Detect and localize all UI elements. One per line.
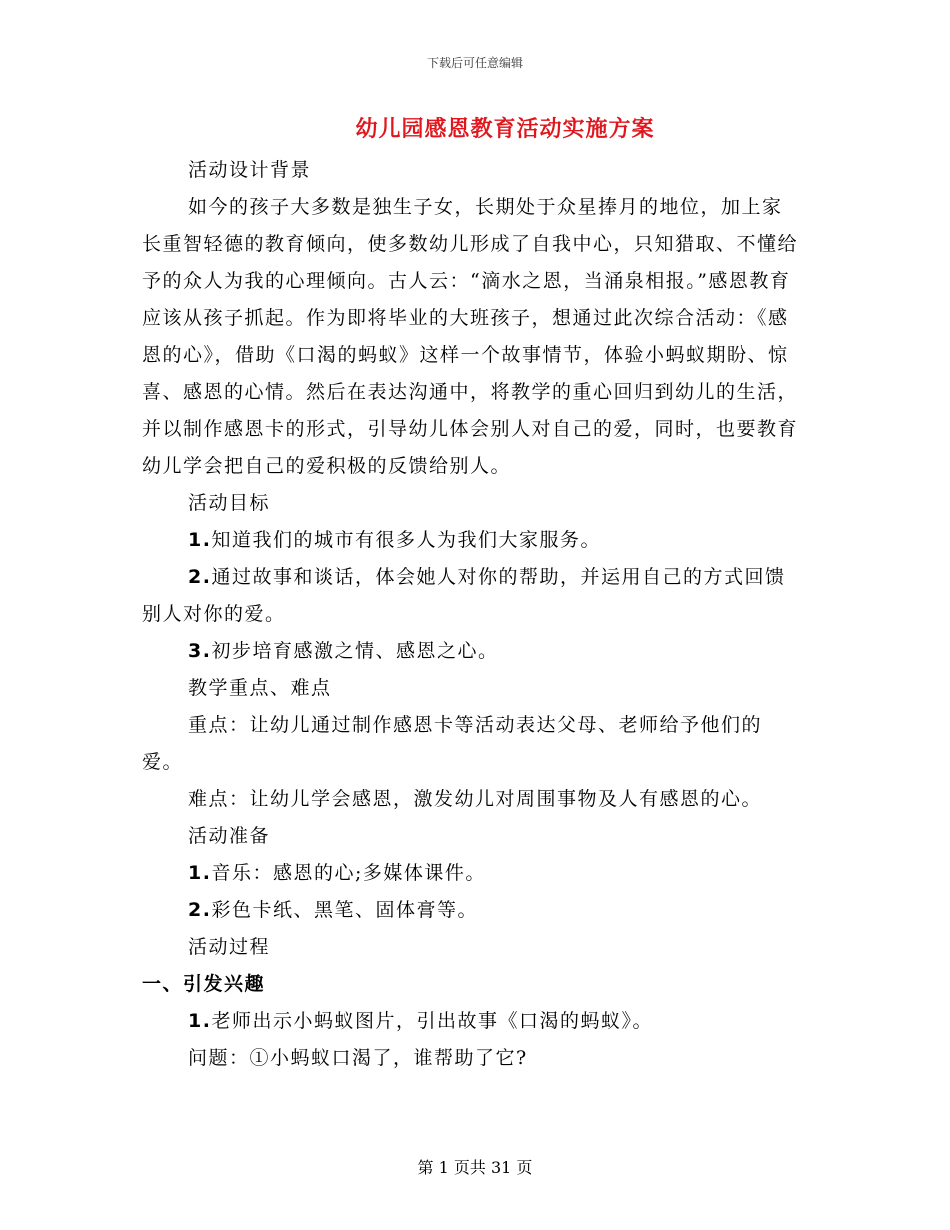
step-text: 老师出示小蚂蚁图片，引出故事《口渴的蚂蚁》。 [211,1010,653,1032]
section-heading-preparation: 活动准备 [188,825,271,847]
document-body [142,152,802,1077]
goal-number: 2. [188,566,212,588]
prep-item-2 [142,892,802,929]
key-point-paragraph: 重点：让幼儿通过制作感恩卡等活动表达父母、老师给予他们的爱。 [142,714,763,773]
goal-text: 通过故事和谈话，体会她人对你的帮助，并运用自己的方式回馈别人对你的爱。 [142,566,786,625]
section-heading-process: 活动过程 [188,936,271,958]
prep-text: 音乐：感恩的心;多媒体课件。 [211,862,486,884]
step-heading-1: 一、引发兴趣 [142,973,266,995]
goal-item-3 [142,633,802,670]
question-paragraph: 问题：①小蚂蚁口渴了，谁帮助了它? [188,1047,528,1069]
section-heading-background: 活动设计背景 [188,159,312,181]
prep-number: 1. [188,862,212,884]
prep-text: 彩色卡纸、黑笔、固体膏等。 [211,899,478,921]
background-paragraph: 如今的孩子大多数是独生子女，长期处于众星捧月的地位，加上家长重智轻德的教育倾向，使多数幼儿形成了自我中心，只知猎取、不懂给予的众人为我的心理倾向。古人云：“滴水之恩，当涌泉相报。”感恩教育应该从孩子抓起。作为即将毕业的大班孩子，想通过此次综合活动：《感恩的心》，借助《口渴的蚂蚁》这样一个故事情节，体验小蚂蚁期盼、惊喜、感恩的心情。然后在表达沟通中，将教学的重心回归到幼儿的生活，并以制作感恩卡的形式，引导幼儿体会别人对自己的爱，同时，也要教育幼儿学会把自己的爱积极的反馈给别人。 [142,196,799,477]
goal-item-1 [142,522,802,559]
difficult-point-paragraph: 难点：让幼儿学会感恩，激发幼儿对周围事物及人有感恩的心。 [188,788,763,810]
section-heading-key-points: 教学重点、难点 [188,677,332,699]
step1-item-1 [142,1003,802,1040]
goal-number: 1. [188,529,212,551]
prep-item-1 [142,855,802,892]
section-heading-goals: 活动目标 [188,492,271,514]
goal-item-2 [142,559,802,633]
prep-number: 2. [188,899,212,921]
goal-number: 3. [188,640,212,662]
goal-text: 初步培育感激之情、感恩之心。 [211,640,499,662]
page-number-footer: 第 1 页共 31 页 [417,1158,533,1177]
header-note: 下载后可任意编辑 [426,56,523,70]
document-title: 幼儿园感恩教育活动实施方案 [355,116,655,142]
goal-text: 知道我们的城市有很多人为我们大家服务。 [211,529,601,551]
step-number: 1. [188,1010,212,1032]
